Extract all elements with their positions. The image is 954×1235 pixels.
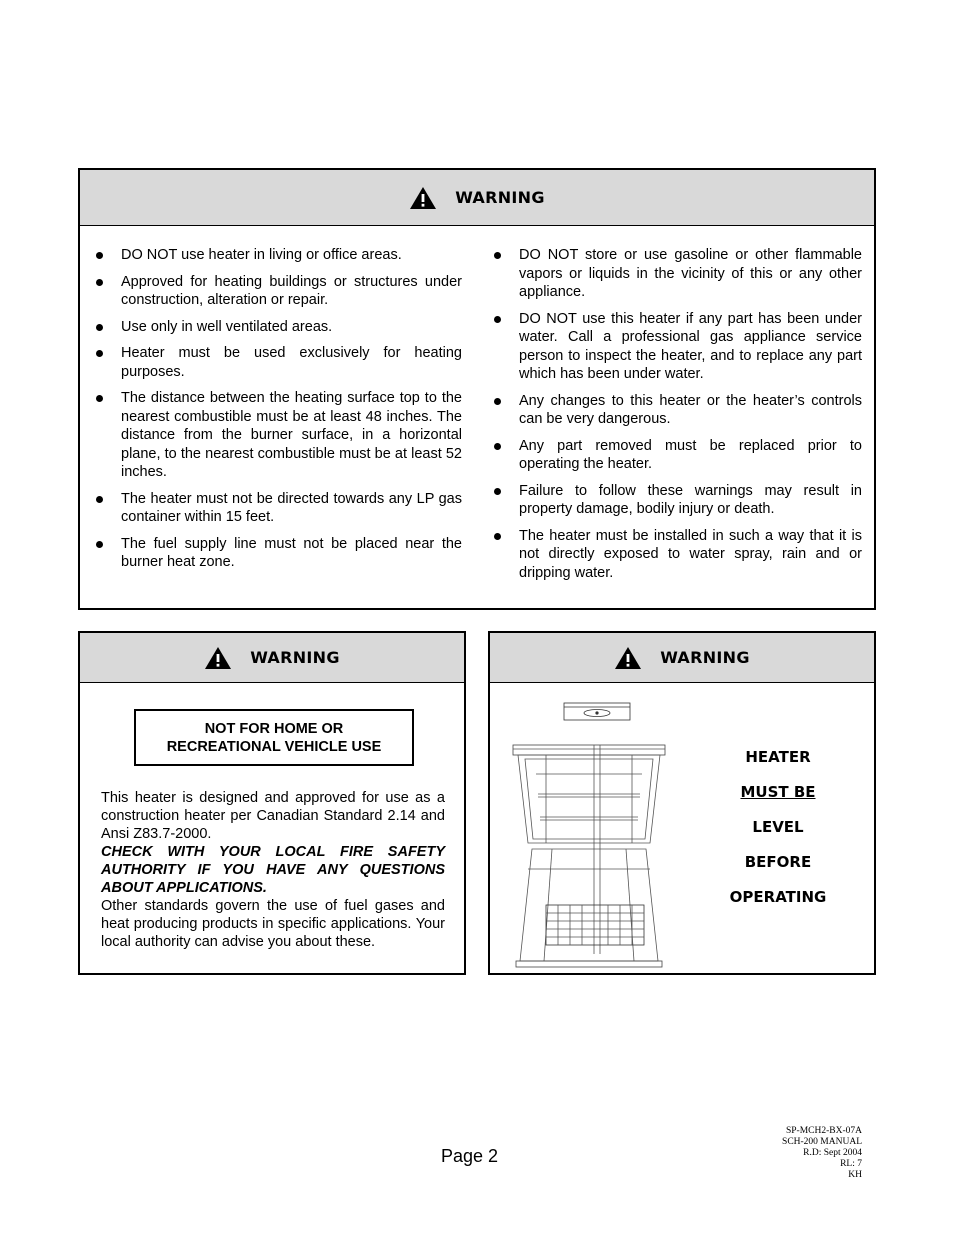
right-warning-box — [488, 631, 876, 975]
bullet-dot-icon — [96, 324, 103, 331]
warning-bullet-item — [94, 318, 462, 337]
reference-line: KH — [848, 1170, 862, 1180]
warning-bullet-item — [94, 490, 462, 527]
warning-bullet-item — [94, 389, 462, 482]
bullet-dot-icon — [494, 316, 501, 323]
bullet-text: Failure to follow these warnings may result in property damage, bodily injury or death. — [519, 482, 862, 517]
reference-line: R.D: Sept 2004 — [803, 1148, 862, 1158]
warning-triangle-icon — [204, 646, 232, 670]
left-warning-box — [78, 631, 466, 975]
bullet-dot-icon — [494, 533, 501, 540]
applications-paragraph — [101, 789, 445, 951]
bullet-text: The distance between the heating surface top to the nearest combustible must be at least 48 inches. The distance from the burner surface, in a horizontal plane, to the nearest combustible must be at least 52 inches. — [121, 390, 462, 480]
right-warning-header — [490, 633, 874, 683]
level-word-must-be: MUST BE — [740, 783, 816, 801]
right-warning-title: WARNING — [660, 648, 750, 667]
bullet-text: DO NOT store or use gasoline or other flammable vapors or liquids in the vicinity of this or any other appliance. — [519, 247, 862, 300]
warning-bullet-item — [94, 246, 462, 265]
warning-bullet-item — [94, 535, 462, 572]
bullet-dot-icon — [494, 443, 501, 450]
bullet-dot-icon — [494, 398, 501, 405]
page-number: Page 2 — [441, 1146, 499, 1166]
bullet-text: DO NOT use heater in living or office areas. — [121, 247, 402, 263]
check-authority-text: CHECK WITH YOUR LOCAL FIRE SAFETY AUTHORITY IF YOU HAVE ANY QUESTIONS ABOUT APPLICATIONS. — [101, 844, 445, 896]
level-word-heater: HEATER — [745, 748, 811, 766]
bullet-dot-icon — [96, 350, 103, 357]
bullet-dot-icon — [96, 395, 103, 402]
level-word-level: LEVEL — [752, 818, 804, 836]
reference-line: SCH-200 MANUAL — [782, 1137, 862, 1147]
warning-bullet-item — [492, 482, 862, 519]
warning-bullet-item — [492, 310, 862, 384]
level-word-before: BEFORE — [744, 853, 812, 871]
warning-bullet-item — [94, 273, 462, 310]
bullet-text: The heater must not be directed towards any LP gas container within 15 feet. — [121, 490, 462, 525]
bullet-text: Use only in well ventilated areas. — [121, 318, 333, 335]
other-standards-text: Other standards govern the use of fuel gases and heat producing products in specific applications. Your local authority can advise you about these. — [101, 898, 445, 950]
warning-bullet-item — [492, 246, 862, 302]
bullet-dot-icon — [96, 496, 103, 503]
bullet-dot-icon — [96, 541, 103, 548]
warning-bullet-item — [492, 527, 862, 583]
bullet-text: The fuel supply line must not be placed near the burner heat zone. — [121, 535, 462, 570]
not-for-home-notice — [134, 709, 414, 766]
warning-bullet-item — [94, 344, 462, 381]
bullet-text: Approved for heating buildings or structures under construction, alteration or repair. — [121, 273, 462, 308]
warning-triangle-icon — [614, 646, 642, 670]
top-warning-box — [78, 168, 876, 610]
top-warning-header — [80, 170, 874, 226]
warning-bullet-item — [492, 392, 862, 429]
bullet-text: Any changes to this heater or the heater’s controls can be very dangerous. — [519, 392, 862, 427]
level-word-operating: OPERATING — [729, 888, 827, 906]
bullet-dot-icon — [96, 279, 103, 286]
reference-line: SP-MCH2-BX-07A — [785, 1126, 862, 1136]
reference-line: RL: 7 — [840, 1159, 862, 1169]
bullet-text: Heater must be used exclusively for heating purposes. — [121, 345, 462, 380]
bullet-text: DO NOT use this heater if any part has been under water. Call a professional gas appliance service person to inspect the heater, and to replace any part which has been under water. — [519, 310, 862, 382]
bullet-text: The heater must be installed in such a way that it is not directly exposed to water spray, rain and or dripping water. — [519, 527, 862, 581]
bullet-text: Any part removed must be replaced prior to operating the heater. — [519, 437, 862, 472]
left-warning-list — [94, 246, 462, 572]
notice-line-2: RECREATIONAL VEHICLE USE — [166, 738, 382, 755]
bullet-dot-icon — [494, 252, 501, 259]
left-warning-header — [80, 633, 464, 683]
warning-triangle-icon — [409, 186, 437, 210]
top-warning-title: WARNING — [455, 188, 545, 207]
notice-line-1: NOT FOR HOME OR — [204, 720, 344, 737]
approval-text: This heater is designed and approved for use as a construction heater per Canadian Standard 2.14 and Ansi Z83.7-2000. — [101, 790, 445, 842]
right-warning-list — [492, 246, 862, 582]
bullet-dot-icon — [494, 488, 501, 495]
heater-level-illustration — [508, 699, 678, 971]
left-warning-title: WARNING — [250, 648, 340, 667]
document-reference — [782, 1126, 862, 1181]
bullet-dot-icon — [96, 252, 103, 259]
warning-bullet-item — [492, 437, 862, 474]
